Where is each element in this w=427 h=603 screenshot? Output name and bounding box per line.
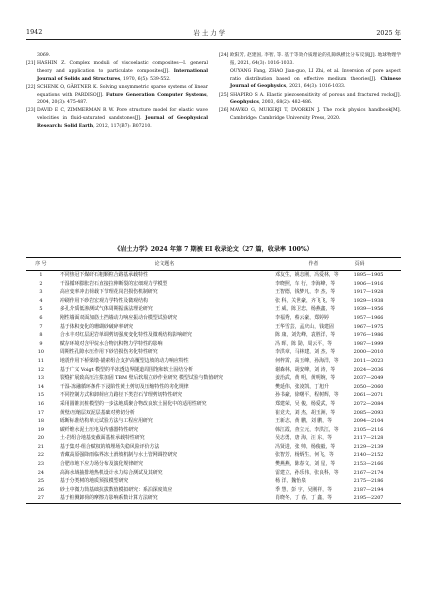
ei-papers-table [26, 257, 401, 504]
table-row [26, 417, 401, 426]
paper-title: 合肥市地下应力场分布及演化规律研究 [59, 461, 143, 468]
paper-pages: 1929—1938 [353, 297, 384, 304]
row-number: 8 [39, 332, 43, 339]
reference-entry [26, 52, 208, 60]
paper-title: 干湿-冻融循环条件下浸陷性黄土剪切及压缩特性的劣化规律 [59, 383, 189, 390]
table-row [26, 374, 401, 383]
reference-entry [26, 84, 208, 107]
paper-title: 高海水域抽排地热机设计水力综合测试及其研究 [59, 469, 163, 476]
paper-title: 地震作用下桥梁墩-锚索组合支护高覆型边坡的动力响应特性 [59, 357, 189, 364]
row-number: 4 [39, 297, 43, 304]
paper-authors: 冯 晖，陈 勋，周云平，等 [275, 340, 332, 347]
paper-title: 赋存环境对含甲烷水合物沉积物力学特性的影响 [59, 340, 163, 347]
paper-pages: 1906—1916 [353, 280, 384, 287]
paper-authors: 邓友生，姚志刚，冯爱林，等 [275, 272, 339, 278]
row-number: 9 [39, 340, 43, 347]
table-header-row [26, 258, 401, 271]
paper-title: 砾断标准结构单元试验方法与工程应用研究 [59, 418, 153, 425]
reference-segment: , 2004, 20(3): 475-487. [37, 92, 208, 106]
paper-authors: 张智芳，杨炳生，何飞，等 [275, 452, 334, 459]
paper-pages: 2140—2152 [353, 452, 384, 459]
row-number: 23 [37, 461, 45, 468]
reference-text [37, 84, 208, 107]
paper-title: 刚性墙面双面加筋土挡墙动力响应振动台模型试验研究 [59, 314, 178, 321]
paper-authors: 陈 康，刘先峰，袁胜洋，等 [275, 332, 336, 339]
paper-pages: 1917—1928 [353, 289, 384, 296]
row-number: 22 [37, 452, 45, 459]
paper-title: 砂土中微力筒基础抗拔数值模拟研究：系泊深度效应 [59, 486, 173, 493]
paper-authors: 樊延伟，张凌凯，丁旭升 [275, 383, 329, 390]
table-row [26, 477, 401, 486]
paper-title: 基于集对-组合赋权的填埋场失稳风险评价方法 [59, 443, 160, 450]
table-row [26, 409, 401, 418]
table-row [26, 486, 401, 495]
page-number: 1942 [26, 28, 43, 36]
table-row [26, 426, 401, 435]
reference-segment: , 1970, 6(5): 539-552. [120, 76, 171, 82]
paper-authors: 张 科，关世豪，齐飞飞，等 [275, 297, 336, 304]
paper-authors: 何梓霄，高玉峰，孙海洋，等 [275, 357, 339, 364]
paper-title: 高应变率冲击荷载下节理花岗岩损伤机制研究 [59, 289, 158, 296]
paper-authors: 韩江霞，查立元，李洪江，等 [275, 426, 339, 433]
row-number: 3 [39, 289, 43, 296]
reference-entry [26, 60, 208, 83]
table-row [26, 391, 401, 400]
reference-text [230, 107, 401, 122]
reference-segment: ]. [166, 68, 174, 74]
row-number: 26 [37, 486, 45, 493]
reference-number [219, 68, 230, 91]
reference-segment: J [164, 68, 167, 74]
reference-journal: Journal of Geophysical Research: Solid Earth [37, 116, 208, 129]
paper-authors: 冯贤进，张 帅，杨俊毅，等 [275, 443, 336, 450]
reference-entry [219, 107, 401, 122]
journal-name: 岩 土 力 学 [193, 28, 226, 37]
reference-text [230, 52, 401, 67]
reference-journal: International Journal of Solids and Structures [37, 68, 208, 82]
table-row [26, 331, 401, 340]
paper-authors: 李洪章，马林建，刘 杰，等 [275, 349, 336, 356]
reference-number: [22] [26, 84, 36, 90]
row-number: 21 [37, 443, 45, 450]
paper-pages: 2050—2060 [353, 383, 384, 390]
reference-number: [26] [219, 108, 229, 114]
reference-segment: HASHIN Z. Complex moduli of viscoelastic composites—I. general theory and application to particulate composites[ [37, 61, 208, 74]
paper-pages: 2129—2139 [353, 443, 384, 450]
table-row [26, 494, 401, 503]
reference-number: [25] [219, 92, 229, 98]
table-row [26, 357, 401, 366]
table-caption: 《岩土力学》2024 年第 7 期被 EI 收录论文（27 篇，收录率 100%） [114, 246, 313, 253]
table-row [26, 297, 401, 306]
paper-authors: 肖晓冬，丁 春，丁 鑫，等 [275, 495, 332, 502]
paper-authors: 孙书豪，徐曙平，程树辉，等 [275, 392, 339, 399]
row-number: 10 [37, 349, 45, 356]
reference-number [26, 52, 37, 60]
row-number: 24 [37, 469, 45, 476]
table-row [26, 340, 401, 349]
reference-number: [24] [219, 53, 229, 58]
paper-authors: 李晓照，车 行，李海峰，等 [275, 280, 336, 287]
reference-journal: Chinese Journal of Geophysics [230, 76, 401, 90]
reference-number: [23] [26, 108, 36, 114]
table-row [26, 271, 401, 280]
row-number: 6 [39, 314, 43, 321]
reference-journal: Future Generation Computer Systems [106, 92, 207, 98]
paper-pages: 1939—1956 [353, 306, 384, 313]
paper-title: 基于体积变化的珊瑚砂破碎率研究 [59, 323, 134, 330]
table-row [26, 348, 401, 357]
reference-entry [219, 52, 401, 67]
reference-segment: SCHENK O, GÄRTNER K. Solving unsymmetric sparse systems of linear equations with PARDISO[J]. [37, 84, 208, 98]
paper-title: 青藏高原强降雨临界冻土滑坡机制与水土管网调控研究 [59, 452, 178, 459]
reference-entry [26, 107, 208, 130]
paper-pages: 2000—2010 [353, 349, 384, 356]
paper-title: 冲刷作用下砂岩宏观力学特性及微观结构 [59, 297, 148, 304]
reference-text [37, 60, 208, 83]
reference-text [230, 68, 401, 91]
running-header [26, 26, 401, 38]
paper-title: 黄壁/压缩层双泥层基础对剪切分析 [59, 409, 135, 416]
paper-pages: 2061—2071 [353, 392, 384, 399]
paper-authors: 郑建荣，吴 俊，杨爱武，等 [275, 400, 336, 407]
paper-pages: 2117—2128 [353, 435, 384, 442]
row-number: 5 [39, 306, 43, 313]
table-row [26, 366, 401, 375]
table-body [26, 271, 401, 504]
reference-segment: SHAPIRO S A. Elastic piezosensitivity of porous and fractured rocks[J]. [230, 92, 401, 98]
reference-text [230, 92, 401, 107]
paper-title: 土-岩组合地基变截面基桩承载特性研究 [59, 435, 145, 442]
paper-pages: 1957—1966 [353, 314, 384, 321]
paper-pages: 2187—2194 [353, 486, 384, 493]
paper-title: 合水丰对红层泥岩单调剪切强度变化特性及微观结构影响研究 [59, 332, 192, 339]
table-row [26, 469, 401, 478]
paper-pages: 2011—2023 [353, 357, 384, 364]
reference-segment: OUYANG Fang, ZHAO Jian-guo, LI Zhi, et al. Inversion of pore aspect ratio distribution based on effective medium theories[J]. [230, 68, 401, 82]
row-number: 16 [37, 400, 45, 407]
reference-number: [21] [26, 61, 36, 67]
table-row [26, 443, 401, 452]
paper-authors: 王智德，钱梦凡，李 杰，等 [275, 289, 336, 296]
row-number: 18 [37, 418, 45, 425]
table-row [26, 460, 401, 469]
paper-pages: 1967—1975 [353, 323, 384, 330]
row-number: 2 [39, 280, 43, 287]
paper-pages: 2153—2166 [353, 461, 384, 468]
reference-entry [219, 92, 401, 107]
paper-title: 干湿循环膨胀岩石直接拉伸断裂的宏细观力学模型 [59, 280, 168, 287]
paper-pages: 2195—2207 [353, 495, 384, 502]
paper-authors: 李福秀，蔡云豪，郑婷婷 [275, 314, 329, 321]
paper-authors: 崔竞夫，刘 杰，胡玉洲，等 [275, 409, 336, 416]
references-right-column [219, 52, 401, 123]
paper-title: 碳纤维水泥土压电及传感器特性研究 [59, 426, 139, 433]
table-row [26, 305, 401, 314]
paper-authors: 王华雪芸，孟庆山，钱建固 [275, 323, 334, 330]
reference-text [37, 52, 208, 60]
reference-segment: , 2003, 68(2): 482-486. [258, 100, 313, 106]
paper-authors: 杨 洋，魏怡泉 [275, 478, 306, 485]
paper-pages: 2037—2049 [353, 375, 384, 382]
row-number: 13 [37, 375, 45, 382]
row-number: 12 [37, 366, 45, 373]
reference-segment: MAVKO G, MUKERJI T, DVORKIN J. The rock physics handbook[M]. Cambridge: Cambridge University Press, 2020. [230, 108, 401, 122]
row-number: 20 [37, 435, 45, 442]
reference-segment: , 2012, 117(B7): B07210. [93, 123, 152, 129]
paper-title: 多孔介质低渗测试气体周期振荡法理论研究 [59, 306, 153, 313]
reference-segment: 欧阳芳, 赵建国, 李智, 等. 基于等效介质理论的孔隙纵横比分布反演[J]. 地球物理学报, 2021, 64(3): 1016-1033. [230, 53, 401, 66]
paper-title: 不同控制方式和卸荷应力路径下类岩石节理剪切特性研究 [59, 392, 183, 399]
paper-title: 裂缝扩展致高压注浆加固 TBM 壁后软塌立砂作业研究 模型试验与数值研究 [59, 375, 224, 382]
table-row [26, 434, 401, 443]
header-title: 论文题名 [154, 260, 175, 267]
paper-title: 周期性孔隙水压作用下砂岩损伤劣化特性研究 [59, 349, 158, 356]
table-row [26, 288, 401, 297]
header-rule [26, 39, 401, 40]
table-row [26, 314, 401, 323]
paper-authors: 吴志勇，唐 海，汪 东，等 [275, 435, 332, 442]
paper-title: 基于分类树的地质预报模型研究 [59, 478, 129, 485]
paper-title: 不同热冠下煤矸石粗颗粒合路基承载特性 [59, 272, 148, 278]
row-number: 17 [37, 409, 45, 416]
table-row [26, 451, 401, 460]
row-number: 27 [37, 495, 45, 502]
paper-authors: 王新志，黄 鹏，刘 鹏，等 [275, 418, 332, 425]
row-number: 14 [37, 383, 45, 390]
paper-authors: 樊燕燕，陈春文，刘 星，等 [275, 461, 336, 468]
table-row [26, 383, 401, 392]
row-number: 11 [37, 357, 45, 364]
header-no: 序 号 [35, 260, 47, 267]
paper-pages: 1976—1986 [353, 332, 384, 339]
reference-segment: DAVID E C, ZIMMERMAN R W. Pore structure model for elastic wave velocities in fluid-saturated sandstones[J]. [37, 108, 208, 122]
paper-title: 基于桩侧卸荷的摩擦力影响系数计算方法研究 [59, 495, 158, 502]
paper-title: 采用圆锥沉桩模型的一步法地质聚合物改良软土固化中的适用性研究 [59, 400, 207, 407]
paper-pages: 2072—2084 [353, 400, 384, 407]
paper-pages: 2167—2174 [353, 469, 384, 476]
reference-segment: 3069. [37, 53, 51, 58]
row-number: 1 [39, 272, 43, 278]
paper-pages: 1895—1905 [353, 272, 384, 278]
paper-authors: 雷建立，孙乐伟，张良科，等 [275, 469, 339, 476]
reference-segment: , 2021, 64(3): 1016-1033. [286, 84, 346, 90]
reference-entry [219, 68, 401, 91]
references-left-column [26, 52, 208, 131]
reference-text [37, 107, 208, 130]
row-number: 25 [37, 478, 45, 485]
row-number: 15 [37, 392, 45, 399]
header-authors: 作者 [308, 260, 319, 267]
paper-authors: 王 威，陈卫忠，杨燕鑫，等 [275, 306, 336, 313]
row-number: 7 [39, 323, 43, 330]
reference-journal: Geophysics [230, 100, 259, 106]
paper-pages: 2085—2093 [353, 409, 384, 416]
table-row [26, 280, 401, 289]
paper-title: 基于广义 Voigt 模型的半冻透边界隧道周围饱和软土固结分析 [59, 366, 193, 373]
table-row [26, 400, 401, 409]
header-pages: 页码 [354, 260, 365, 267]
paper-authors: 姜治武，黄 明，黄明婉，等 [275, 375, 336, 382]
paper-authors: 季 慧，彭 宇，吴刚祥，等 [275, 486, 332, 493]
row-number: 19 [37, 426, 45, 433]
paper-pages: 2175—2186 [353, 478, 384, 485]
paper-pages: 2094—2104 [353, 418, 384, 425]
paper-pages: 2024—2036 [353, 366, 384, 373]
table-row [26, 323, 401, 332]
issue-year: 2025 年 [376, 28, 401, 37]
paper-authors: 谢森林，胡安峰，刘 涛，等 [275, 366, 336, 373]
paper-pages: 2105—2116 [353, 426, 384, 433]
paper-pages: 1987—1999 [353, 340, 384, 347]
